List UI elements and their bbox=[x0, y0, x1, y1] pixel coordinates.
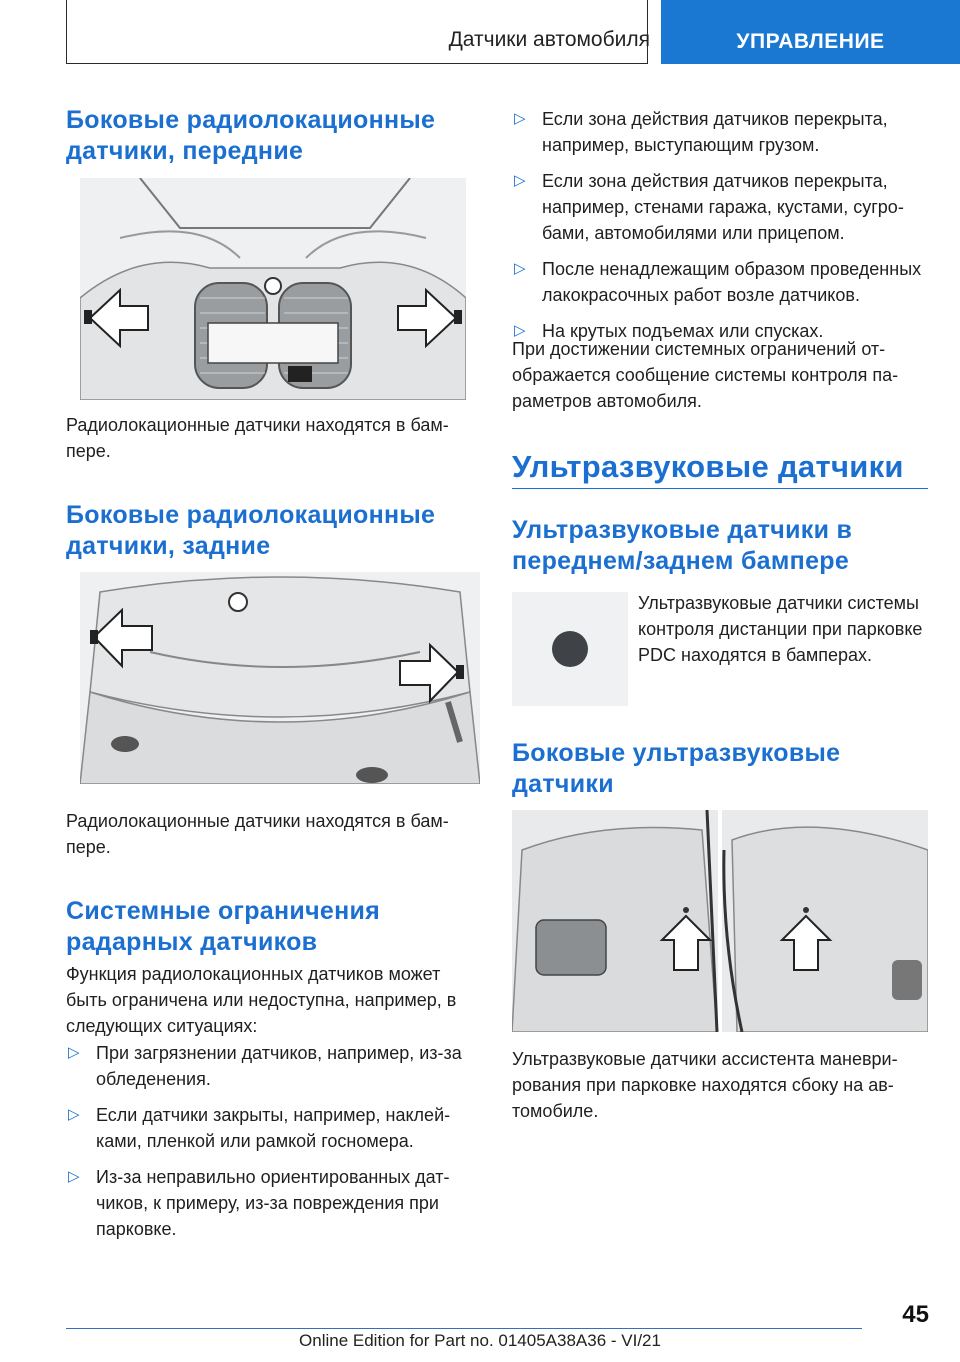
footer-edition: Online Edition for Part no. 01405A38A36 - VI/21 bbox=[299, 1331, 661, 1350]
side-caption: Ультразвуковые датчики ассистента маневрирования при парковке находятся сбоку на автомобиле. bbox=[512, 1049, 898, 1121]
page-number: 45 bbox=[902, 1301, 929, 1328]
bullet-icon: ▷ bbox=[514, 172, 526, 189]
heading-bumper-sensors: Ультразвуковые датчики в переднем/заднем бампере bbox=[512, 516, 853, 575]
bumper-text: Ультразвуковые датчики системы контроля дистанции при парковке PDC находятся в бамперах. bbox=[638, 593, 923, 665]
sensor-image bbox=[512, 592, 628, 706]
caption-rear: Радиолокационные датчики находятся в бампере. bbox=[66, 811, 449, 857]
heading-rear-radar: Боковые радиолокационные датчики, задние bbox=[66, 501, 436, 560]
side-sensors-image bbox=[512, 810, 928, 1032]
list-item: ▷ Если зона действия датчиков перекрыта, например, стенами гаража, кустами, сугробами, автомобилями или прицепом. bbox=[512, 168, 932, 246]
section-rule bbox=[512, 488, 928, 489]
limits-intro: Функция радиолокационных датчиков может быть ограничена или недоступна, например, в следующих ситуациях: bbox=[66, 964, 457, 1036]
bullet-icon: ▷ bbox=[514, 110, 526, 127]
bullet-icon: ▷ bbox=[514, 260, 526, 277]
list-item: ▷ Если зона действия датчиков перекрыта, например, выступающим грузом. bbox=[512, 106, 932, 158]
limits-list-right bbox=[512, 106, 932, 354]
heading-front-radar: Боковые радиолокационные датчики, передние bbox=[66, 106, 436, 165]
list-item: ▷ Если датчики закрыты, например, наклейками, пленкой или рамкой госномера. bbox=[66, 1102, 476, 1154]
front-car-image bbox=[80, 178, 466, 400]
bullet-icon: ▷ bbox=[68, 1168, 80, 1185]
bullet-icon: ▷ bbox=[68, 1106, 80, 1123]
heading-radar-limits: Системные ограничения радарных датчиков bbox=[66, 897, 381, 956]
footer-rule bbox=[66, 1328, 862, 1329]
caption-front: Радиолокационные датчики находятся в бампере. bbox=[66, 415, 449, 461]
chapter-tab: УПРАВЛЕНИЕ bbox=[661, 0, 960, 64]
bullet-icon: ▷ bbox=[514, 322, 526, 339]
section-title: Датчики автомобиля bbox=[448, 28, 650, 51]
bullet-icon: ▷ bbox=[68, 1044, 80, 1061]
limits-list-left bbox=[66, 1040, 476, 1252]
list-item: ▷ При загрязнении датчиков, например, из-за обледенения. bbox=[66, 1040, 476, 1092]
list-item: ▷ После ненадлежащим образом проведенных лакокрасочных работ возле датчиков. bbox=[512, 256, 932, 308]
list-item: ▷ Из-за неправильно ориентированных датчиков, к примеру, из-за повреждения при парковке. bbox=[66, 1164, 476, 1242]
heading-ultrasonic: Ультразвуковые датчики bbox=[512, 449, 904, 484]
rear-car-image bbox=[80, 572, 480, 784]
list-item: ▷ На крутых подъемах или спусках. bbox=[512, 318, 932, 344]
heading-side-ultrasonic: Боковые ультразвуковые датчики bbox=[512, 739, 841, 798]
limits-outro: При достижении системных ограничений отображается сообщение системы контроля параметров автомобиля. bbox=[512, 339, 899, 411]
